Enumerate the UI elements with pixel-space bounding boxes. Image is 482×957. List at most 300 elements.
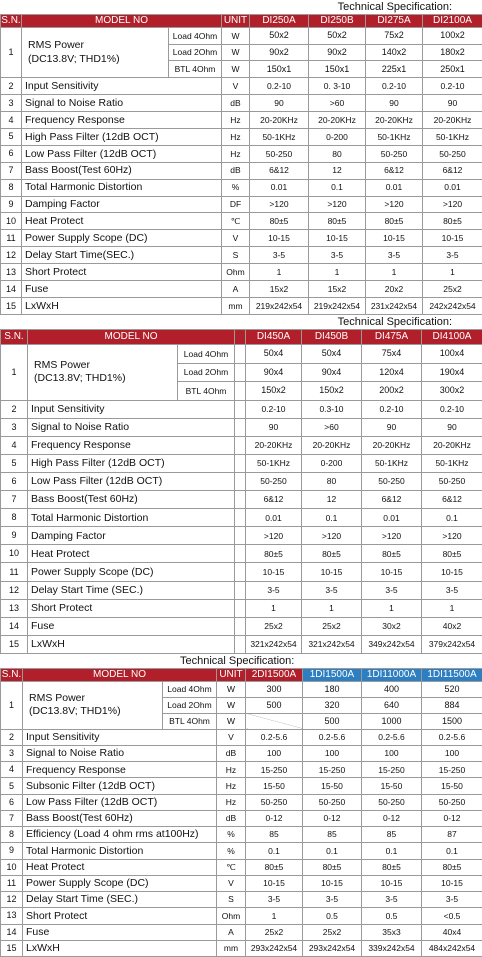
value-cell: 3-5: [362, 892, 422, 908]
value-cell: 80±5: [309, 213, 366, 230]
row-number: 1: [1, 28, 22, 78]
table-row: [1, 509, 482, 527]
model-header: MODEL NO: [28, 330, 235, 345]
model-col-header: DI250A: [250, 15, 309, 28]
row-number: 14: [1, 924, 23, 940]
value-cell: 3-5: [422, 581, 482, 599]
unit-cell: W: [222, 28, 250, 45]
value-cell: 50-250: [422, 473, 482, 491]
row-number: 8: [1, 179, 22, 196]
unit-cell: A: [222, 281, 250, 298]
value-cell: 80: [309, 145, 366, 162]
value-cell: 320: [303, 697, 362, 713]
value-cell: 20-20KHz: [362, 436, 422, 454]
unit-cell: [235, 527, 246, 545]
table-row: [1, 28, 482, 45]
row-number: 7: [1, 162, 22, 179]
row-number: 7: [1, 491, 28, 509]
spec-label: Frequency Response: [22, 112, 222, 129]
spec-label: Efficiency (Load 4 ohm rms at100Hz): [23, 827, 217, 843]
value-cell: 6&12: [422, 491, 482, 509]
value-cell: 80±5: [303, 859, 362, 875]
value-cell: 0.1: [422, 843, 482, 859]
unit-cell: [235, 363, 246, 382]
value-cell: 10-15: [250, 230, 309, 247]
load-label: BTL 4Ohm: [178, 382, 235, 401]
value-cell: 50-1KHz: [423, 128, 482, 145]
value-cell: 0.2-10: [423, 78, 482, 95]
row-number: 4: [1, 762, 23, 778]
value-cell: 300: [246, 682, 303, 698]
unit-header: UNIT: [222, 15, 250, 28]
table-row: [1, 264, 482, 281]
row-number: 15: [1, 298, 22, 315]
value-cell: 3-5: [303, 892, 362, 908]
value-cell: 0. 3-10: [309, 78, 366, 95]
value-cell: 20-20KHz: [250, 112, 309, 129]
table-row: [1, 729, 482, 745]
row-number: 15: [1, 940, 23, 956]
value-cell: 150x2: [246, 382, 302, 401]
value-cell: 219x242x54: [309, 298, 366, 315]
unit-cell: [235, 491, 246, 509]
table-row: [1, 794, 482, 810]
value-cell: 180x2: [423, 44, 482, 61]
value-cell: 20-20KHz: [309, 112, 366, 129]
rms-power-label: RMS Power (DC13.8V; THD1%): [28, 345, 178, 401]
unit-cell: [235, 581, 246, 599]
value-cell: 0.01: [423, 179, 482, 196]
value-cell: 293x242x54: [303, 940, 362, 956]
value-cell: 0.1: [309, 179, 366, 196]
unit-cell: [235, 635, 246, 653]
model-col-header: DI4100A: [422, 330, 482, 345]
row-number: 13: [1, 908, 23, 924]
value-cell: 80±5: [422, 859, 482, 875]
spec-label: Signal to Noise Ratio: [22, 95, 222, 112]
value-cell: 100: [246, 745, 303, 761]
rms-power-label: RMS Power (DC13.8V; THD1%): [23, 682, 163, 730]
table-row: [1, 940, 482, 956]
value-cell: 1: [423, 264, 482, 281]
value-cell: 0.01: [362, 509, 422, 527]
unit-cell: W: [217, 713, 246, 729]
unit-header: [235, 330, 246, 345]
value-cell: 0.5: [303, 908, 362, 924]
value-cell: >120: [362, 527, 422, 545]
unit-cell: ℃: [217, 859, 246, 875]
value-cell: 0.1: [302, 509, 362, 527]
row-number: 15: [1, 635, 28, 653]
table-row: [1, 213, 482, 230]
value-cell: 0.1: [422, 509, 482, 527]
unit-cell: [235, 345, 246, 364]
value-cell: 50-250: [250, 145, 309, 162]
spec-label: LxWxH: [28, 635, 235, 653]
spec-label: Total Harmonic Distortion: [28, 509, 235, 527]
table-row: [1, 281, 482, 298]
table-row: [1, 298, 482, 315]
table-row: [1, 827, 482, 843]
table-row: [1, 247, 482, 264]
row-number: 9: [1, 527, 28, 545]
value-cell: 50-1KHz: [366, 128, 423, 145]
unit-cell: dB: [222, 162, 250, 179]
row-number: 4: [1, 436, 28, 454]
value-cell: 100x4: [422, 345, 482, 364]
value-cell: >120: [309, 196, 366, 213]
spec-label: Input Sensitivity: [23, 729, 217, 745]
unit-cell: ℃: [222, 213, 250, 230]
table-row: [1, 400, 482, 418]
unit-cell: Hz: [222, 145, 250, 162]
row-number: 1: [1, 345, 28, 401]
value-cell: 500: [246, 697, 303, 713]
model-col-header: 1DI1500A: [303, 669, 362, 682]
value-cell: 10-15: [362, 563, 422, 581]
value-cell: >120: [302, 527, 362, 545]
value-cell: 15-50: [362, 778, 422, 794]
unit-cell: %: [217, 827, 246, 843]
value-cell: >60: [302, 418, 362, 436]
unit-cell: W: [222, 61, 250, 78]
value-cell: 225x1: [366, 61, 423, 78]
value-cell: <0.5: [422, 908, 482, 924]
value-cell: 25x2: [246, 924, 303, 940]
value-cell: 25x2: [246, 617, 302, 635]
spec-title: Technical Specification:: [180, 655, 295, 667]
unit-cell: dB: [217, 745, 246, 761]
value-cell: 100: [303, 745, 362, 761]
value-cell: 1: [366, 264, 423, 281]
value-cell: 90: [246, 418, 302, 436]
unit-cell: %: [222, 179, 250, 196]
value-cell: 140x2: [366, 44, 423, 61]
model-col-header: DI450A: [246, 330, 302, 345]
value-cell: 15-250: [422, 762, 482, 778]
value-cell: 85: [362, 827, 422, 843]
table-row: [1, 563, 482, 581]
value-cell: 30x2: [362, 617, 422, 635]
value-cell: 50x2: [250, 28, 309, 45]
value-cell: 100: [362, 745, 422, 761]
value-cell: 50-250: [362, 473, 422, 491]
row-number: 5: [1, 778, 23, 794]
unit-cell: Hz: [217, 762, 246, 778]
value-cell: 0.2-5.6: [303, 729, 362, 745]
unit-cell: V: [217, 875, 246, 891]
row-number: 3: [1, 745, 23, 761]
model-col-header: 2DI1500A: [246, 669, 303, 682]
value-cell: 15x2: [309, 281, 366, 298]
spec-label: Input Sensitivity: [28, 400, 235, 418]
row-number: 2: [1, 400, 28, 418]
value-cell: 1: [246, 908, 303, 924]
value-cell: 20-20KHz: [302, 436, 362, 454]
unit-cell: Ohm: [217, 908, 246, 924]
value-cell: 1: [246, 599, 302, 617]
value-cell: 379x242x54: [422, 635, 482, 653]
value-cell: 231x242x54: [366, 298, 423, 315]
value-cell: 85: [303, 827, 362, 843]
value-cell: 0-12: [246, 810, 303, 826]
value-cell: 50x4: [246, 345, 302, 364]
unit-cell: dB: [222, 95, 250, 112]
value-cell: 120x4: [362, 363, 422, 382]
value-cell: 90: [366, 95, 423, 112]
value-cell: 50-250: [246, 794, 303, 810]
spec-label: Heat Protect: [22, 213, 222, 230]
table-row: [1, 179, 482, 196]
row-number: 14: [1, 617, 28, 635]
sn-header: S.N.: [1, 15, 21, 26]
spec-label: Damping Factor: [28, 527, 235, 545]
table-row: [1, 682, 482, 698]
row-number: 11: [1, 875, 23, 891]
unit-cell: [235, 418, 246, 436]
value-cell: 349x242x54: [362, 635, 422, 653]
table-row: [1, 778, 482, 794]
value-cell: 80±5: [422, 545, 482, 563]
value-cell: 100x2: [423, 28, 482, 45]
value-cell: 80±5: [362, 545, 422, 563]
value-cell: 1000: [362, 713, 422, 729]
value-cell: 10-15: [246, 563, 302, 581]
spec-label: Total Harmonic Distortion: [22, 179, 222, 196]
value-cell: 50-1KHz: [246, 455, 302, 473]
value-cell: >120: [246, 527, 302, 545]
value-cell: 50-1KHz: [422, 455, 482, 473]
value-cell: 25x2: [303, 924, 362, 940]
value-cell: 219x242x54: [250, 298, 309, 315]
value-cell: 75x4: [362, 345, 422, 364]
value-cell: 520: [422, 682, 482, 698]
row-number: 5: [1, 455, 28, 473]
table-row: [1, 545, 482, 563]
value-cell: 90x4: [302, 363, 362, 382]
value-cell: 100: [422, 745, 482, 761]
row-number: 10: [1, 859, 23, 875]
value-cell: 90: [362, 418, 422, 436]
unit-cell: Hz: [222, 112, 250, 129]
value-cell: 50-1KHz: [362, 455, 422, 473]
unit-cell: [235, 473, 246, 491]
table-row: [1, 491, 482, 509]
unit-cell: S: [222, 247, 250, 264]
value-cell: 50-250: [362, 794, 422, 810]
value-cell: 3-5: [246, 581, 302, 599]
value-cell: 10-15: [423, 230, 482, 247]
row-number: 10: [1, 213, 22, 230]
value-cell: 90x2: [309, 44, 366, 61]
value-cell: 50x2: [309, 28, 366, 45]
spec-label: Fuse: [28, 617, 235, 635]
value-cell: 15-250: [362, 762, 422, 778]
spec-label: Short Protect: [23, 908, 217, 924]
value-cell: 1: [250, 264, 309, 281]
row-number: 7: [1, 810, 23, 826]
spec-label: Delay Start Time (SEC.): [28, 581, 235, 599]
spec-label: Total Harmonic Distortion: [23, 843, 217, 859]
row-number: 14: [1, 281, 22, 298]
value-cell: 50-250: [423, 145, 482, 162]
unit-cell: W: [217, 697, 246, 713]
value-cell: 50-250: [246, 473, 302, 491]
value-cell: 0.01: [246, 509, 302, 527]
value-cell: 15-50: [303, 778, 362, 794]
spec-label: High Pass Filter (12dB OCT): [22, 128, 222, 145]
row-number: 9: [1, 843, 23, 859]
spec-label: Power Supply Scope (DC): [28, 563, 235, 581]
value-cell: 90: [422, 418, 482, 436]
value-cell: 90: [423, 95, 482, 112]
value-cell: 10-15: [246, 875, 303, 891]
value-cell: 80±5: [250, 213, 309, 230]
value-cell: 80±5: [423, 213, 482, 230]
value-cell: 3-5: [302, 581, 362, 599]
unit-cell: [235, 382, 246, 401]
row-number: 8: [1, 827, 23, 843]
unit-cell: Ohm: [222, 264, 250, 281]
value-cell: 75x2: [366, 28, 423, 45]
unit-cell: [235, 400, 246, 418]
value-cell: 80±5: [302, 545, 362, 563]
value-cell: 180: [303, 682, 362, 698]
value-cell: 0.2-10: [422, 400, 482, 418]
spec-label: Frequency Response: [23, 762, 217, 778]
value-cell: 339x242x54: [362, 940, 422, 956]
spec-label: Delay Start Time (SEC.): [23, 892, 217, 908]
spec-label: Bass Boost(Test 60Hz): [28, 491, 235, 509]
value-cell: 0.2-10: [246, 400, 302, 418]
unit-cell: DF: [222, 196, 250, 213]
value-cell: 80±5: [246, 859, 303, 875]
value-cell: 242x242x54: [423, 298, 482, 315]
value-cell: 0.01: [366, 179, 423, 196]
value-cell: 85: [246, 827, 303, 843]
table-row: [1, 78, 482, 95]
value-cell: 80±5: [366, 213, 423, 230]
value-cell: 10-15: [362, 875, 422, 891]
row-number: 3: [1, 95, 22, 112]
value-cell: 0-200: [302, 455, 362, 473]
value-cell: >120: [422, 527, 482, 545]
value-cell: 0.2-10: [366, 78, 423, 95]
value-cell: 15-50: [422, 778, 482, 794]
value-cell: >120: [250, 196, 309, 213]
spec-label: Frequency Response: [28, 436, 235, 454]
value-cell: 6&12: [246, 491, 302, 509]
value-cell: 12: [309, 162, 366, 179]
value-cell: 0.01: [250, 179, 309, 196]
spec-label: Power Supply Scope (DC): [23, 875, 217, 891]
value-cell: 10-15: [422, 563, 482, 581]
row-number: 8: [1, 509, 28, 527]
value-cell: 20x2: [366, 281, 423, 298]
row-number: 2: [1, 78, 22, 95]
load-label: BTL 4Ohm: [169, 61, 222, 78]
unit-cell: V: [222, 78, 250, 95]
row-number: 1: [1, 682, 23, 730]
table-row: [1, 635, 482, 653]
row-number: 13: [1, 599, 28, 617]
value-cell: 3-5: [250, 247, 309, 264]
row-number: 12: [1, 247, 22, 264]
spec-label: Fuse: [23, 924, 217, 940]
unit-cell: [235, 455, 246, 473]
unit-cell: A: [217, 924, 246, 940]
spec-label: Short Protect: [28, 599, 235, 617]
value-cell: 15-250: [246, 762, 303, 778]
value-cell: 150x2: [302, 382, 362, 401]
value-cell: 484x242x54: [422, 940, 482, 956]
value-cell: 0.5: [362, 908, 422, 924]
value-cell: 90: [250, 95, 309, 112]
sn-header: S.N.: [1, 330, 28, 345]
spec-label: LxWxH: [22, 298, 222, 315]
sn-header: S.N.: [1, 669, 22, 680]
value-cell: 10-15: [309, 230, 366, 247]
value-cell: 10-15: [422, 875, 482, 891]
value-cell: 0.2-5.6: [422, 729, 482, 745]
unit-cell: W: [217, 682, 246, 698]
value-cell: 6&12: [362, 491, 422, 509]
model-header: MODEL NO: [22, 15, 222, 28]
row-number: 6: [1, 473, 28, 491]
value-cell: 20-20KHz: [366, 112, 423, 129]
row-number: 11: [1, 230, 22, 247]
value-cell: [246, 713, 303, 729]
unit-cell: [235, 599, 246, 617]
value-cell: 190x4: [422, 363, 482, 382]
row-number: 6: [1, 794, 23, 810]
unit-cell: Hz: [217, 778, 246, 794]
unit-cell: mm: [222, 298, 250, 315]
model-header: MODEL NO: [23, 669, 217, 682]
value-cell: 25x2: [423, 281, 482, 298]
value-cell: 3-5: [366, 247, 423, 264]
value-cell: 90x2: [250, 44, 309, 61]
load-label: Load 2Ohm: [178, 363, 235, 382]
table-row: [1, 581, 482, 599]
spec-label: Low Pass Filter (12dB OCT): [22, 145, 222, 162]
table-row: [1, 859, 482, 875]
unit-cell: [235, 617, 246, 635]
table-row: [1, 762, 482, 778]
unit-header: UNIT: [217, 669, 246, 682]
value-cell: 12: [302, 491, 362, 509]
model-col-header: 1DI11500A: [422, 669, 482, 682]
row-number: 2: [1, 729, 23, 745]
value-cell: 0.2-5.6: [362, 729, 422, 745]
table-row: [1, 418, 482, 436]
table-row: [1, 924, 482, 940]
value-cell: 10-15: [366, 230, 423, 247]
spec-label: Heat Protect: [23, 859, 217, 875]
unit-cell: Hz: [222, 128, 250, 145]
value-cell: 50-250: [366, 145, 423, 162]
row-number: 9: [1, 196, 22, 213]
value-cell: 50-250: [303, 794, 362, 810]
value-cell: 3-5: [246, 892, 303, 908]
table-row: [1, 196, 482, 213]
load-label: Load 2Ohm: [169, 44, 222, 61]
value-cell: 25x2: [302, 617, 362, 635]
spec-label: Fuse: [22, 281, 222, 298]
load-label: Load 2Ohm: [163, 697, 217, 713]
model-col-header: DI275A: [366, 15, 423, 28]
value-cell: 0.1: [246, 843, 303, 859]
